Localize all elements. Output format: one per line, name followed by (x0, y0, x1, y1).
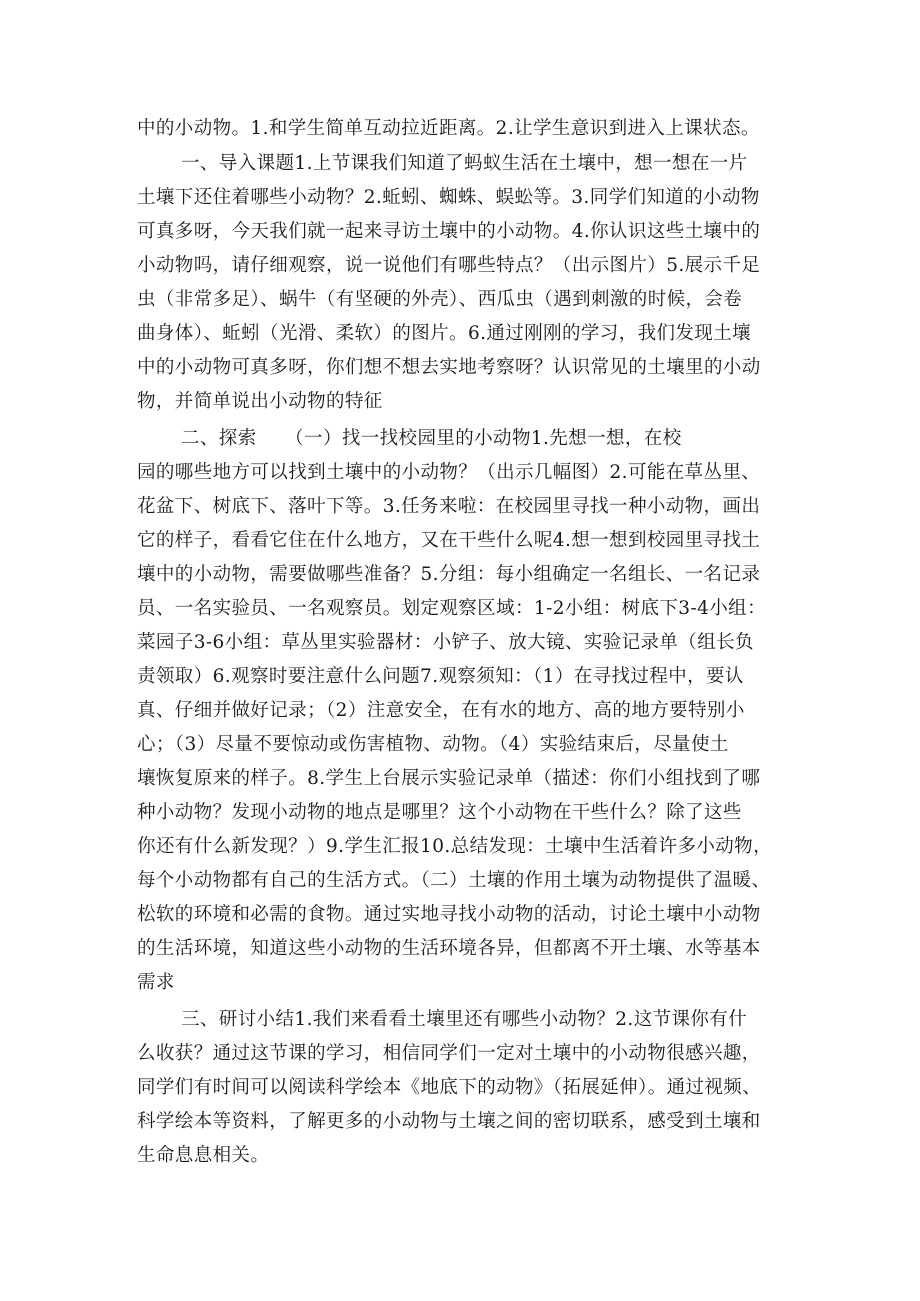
text-line: 中的小动物可真多呀，你们想不想去实地考察呀？认识常见的土壤里的小动 (137, 357, 761, 378)
text-line: 么收获？通过这节课的学习，相信同学们一定对土壤中的小动物很感兴趣， (137, 1043, 761, 1064)
text-line: 真、仔细并做好记录；（2）注意安全，在有水的地方、高的地方要特别小 (137, 700, 745, 721)
text-line: 菜园子3-6小组：草丛里实验器材：小铲子、放大镜、实验记录单（组长负 (137, 632, 754, 653)
text-line: 壤中的小动物，需要做哪些准备？5.分组：每小组确定一名组长、一名记录 (137, 564, 761, 585)
text-line: 它的样子，看看它住在什么地方，又在干些什么呢4.想一想到校园里寻找土 (137, 530, 761, 551)
text-line: 每个小动物都有自己的生活方式。（二）土壤的作用土壤为动物提供了温暖、 (137, 870, 771, 891)
section-heading-line: 三、研讨小结1.我们来看看土壤里还有哪些小动物？2.这节课你有什 (181, 1009, 748, 1030)
text-line: 虫（非常多足）、蜗牛（有坚硬的外壳）、西瓜虫（遇到刺激的时候，会卷 (137, 289, 743, 310)
text-line: 物，并简单说出小动物的特征 (137, 391, 383, 412)
text-line: 小动物吗，请仔细观察，说一说他们有哪些特点？（出示图片）5.展示千足 (137, 255, 761, 276)
text-line: 壤恢复原来的样子。8.学生上台展示实验记录单（描述：你们小组找到了哪 (137, 768, 761, 789)
text-line: 园的哪些地方可以找到土壤中的小动物？（出示几幅图）2.可能在草丛里、 (137, 462, 761, 483)
text-line: 生命息息相关。 (137, 1145, 270, 1166)
text-line: 中的小动物。1.和学生简单互动拉近距离。2.让学生意识到进入上课状态。 (137, 118, 760, 139)
text-line: 曲身体）、蚯蚓（光滑、柔软）的图片。6.通过刚刚的学习，我们发现土壤 (137, 323, 752, 344)
text-line: 的生活环境，知道这些小动物的生活环境各异，但都离不开土壤、水等基本 (137, 938, 761, 959)
section-heading-line: 一、导入课题1.上节课我们知道了蚂蚁生活在土壤中，想一想在一片 (181, 153, 748, 174)
text-line: 员、一名实验员、一名观察员。划定观察区域：1-2小组：树底下3-4小组： (137, 598, 766, 619)
text-line: 土壤下还住着哪些小动物？2.蚯蚓、蜘蛛、蜈蚣等。3.同学们知道的小动物 (137, 187, 760, 208)
section-heading-line: 二、探索 （一）找一找校园里的小动物1.先想一想，在校 (181, 428, 682, 449)
text-line: 花盆下、树底下、落叶下等。3.任务来啦：在校园里寻找一种小动物，画出 (137, 496, 761, 517)
text-line: 松软的环境和必需的食物。通过实地寻找小动物的活动，讨论土壤中小动物 (137, 904, 761, 925)
text-line: 种小动物？发现小动物的地点是哪里？这个小动物在干些什么？除了这些 (137, 802, 742, 823)
text-line: 心；（3）尽量不要惊动或伤害植物、动物。（4）实验结束后，尽量使土 (137, 734, 729, 755)
text-line: 需求 (137, 972, 175, 993)
text-line: 同学们有时间可以阅读科学绘本《地底下的动物》（拓展延伸）。通过视频、 (137, 1077, 762, 1098)
text-line: 责领取）6.观察时要注意什么问题7.观察须知：（1）在寻找过程中，要认 (137, 666, 744, 687)
text-line: 可真多呀，今天我们就一起来寻访土壤中的小动物。4.你认识这些土壤中的 (137, 221, 761, 242)
text-line: 你还有什么新发现？）9.学生汇报10.总结发现：土壤中生活着许多小动物， (137, 836, 772, 857)
text-line: 科学绘本等资料，了解更多的小动物与土壤之间的密切联系，感受到土壤和 (137, 1111, 761, 1132)
